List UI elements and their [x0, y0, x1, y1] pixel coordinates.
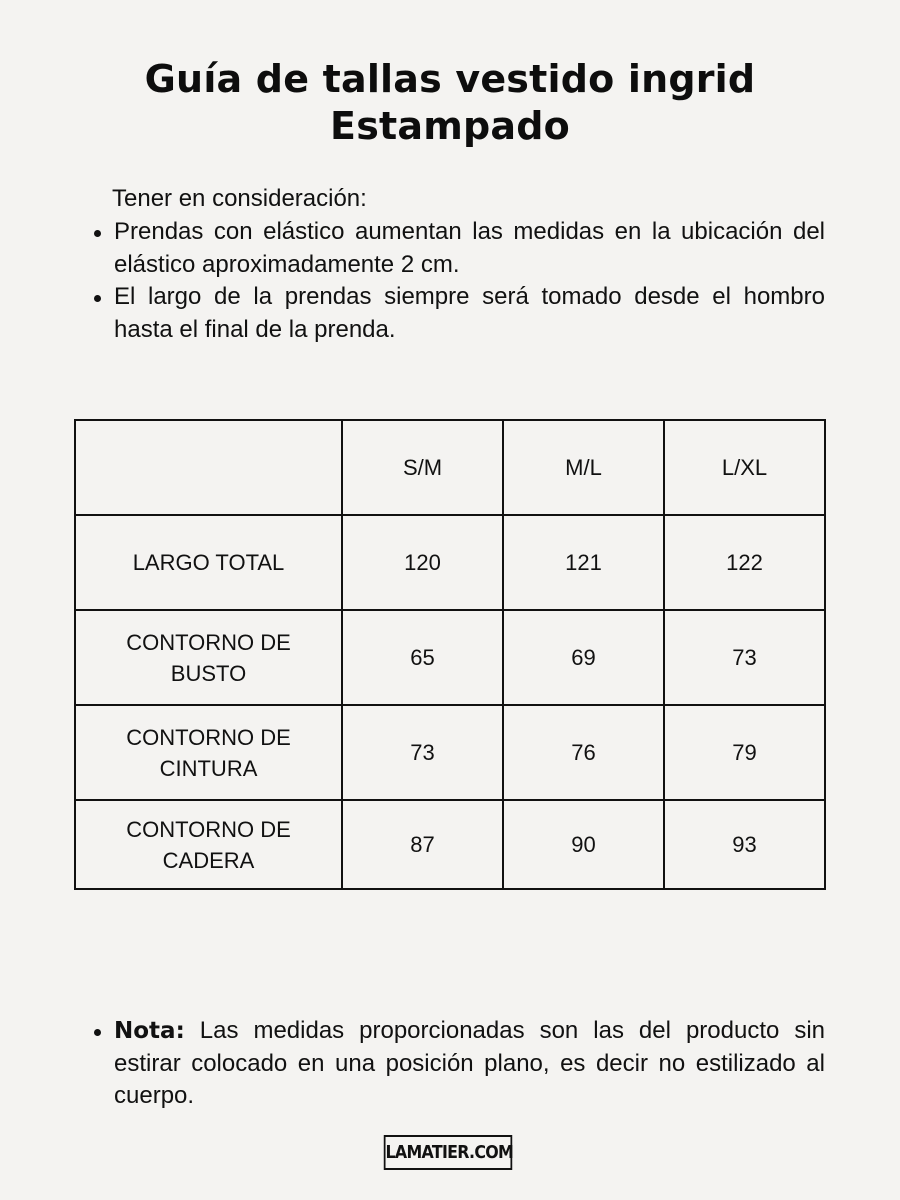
row-label-cell [75, 515, 342, 610]
header-cell-size: S/M [342, 420, 503, 515]
table-row [75, 705, 825, 800]
value-cell: 65 [342, 610, 503, 705]
header-cell-size: L/XL [664, 420, 825, 515]
table-row [75, 515, 825, 610]
row-label-cell [75, 610, 342, 705]
bullet-icon [94, 230, 101, 237]
value-cell: 121 [503, 515, 664, 610]
value-cell: 76 [503, 705, 664, 800]
page-title-line-1: Guía de tallas vestido ingrid [144, 57, 756, 101]
value-cell: 73 [664, 610, 825, 705]
note-text: Las medidas proporcionadas son las del producto sin estirar colocado en una posición plano, es decir no estilizado al cuerpo. [114, 1017, 826, 1109]
value-cell: 79 [664, 705, 825, 800]
row-label: CONTORNO DE BUSTO [126, 629, 291, 686]
consideration-text: Prendas con elástico aumentan las medidas en la ubicación del elástico aproximadamente 2 cm. [114, 218, 825, 278]
row-label: CONTORNO DE CADERA [126, 816, 291, 873]
value-cell: 122 [664, 515, 825, 610]
value-cell: 69 [503, 610, 664, 705]
row-label-cell [75, 705, 342, 800]
size-table [74, 419, 826, 890]
list-item [88, 281, 825, 346]
value-cell: 90 [503, 800, 664, 889]
table-row [75, 800, 825, 889]
bullet-icon [94, 295, 101, 302]
list-item [88, 1015, 825, 1113]
row-label: CONTORNO DE CINTURA [126, 724, 291, 781]
considerations-heading: Tener en consideración: [112, 185, 367, 212]
page-title-line-2: Estampado [330, 104, 570, 148]
row-label: LARGO TOTAL [132, 550, 285, 575]
bullet-icon [94, 1029, 101, 1036]
list-item [88, 216, 825, 281]
note-label: Nota: [114, 1018, 185, 1044]
considerations-list [88, 216, 825, 346]
header-cell-size: M/L [503, 420, 664, 515]
value-cell: 73 [342, 705, 503, 800]
brand-badge: LAMATIER.COM [384, 1135, 512, 1170]
header-cell-empty [75, 420, 342, 515]
table-header-row [75, 420, 825, 515]
page-title [0, 56, 900, 150]
consideration-text: El largo de la prendas siempre será tomado desde el hombro hasta el final de la prenda. [114, 283, 825, 343]
table-row [75, 610, 825, 705]
value-cell: 120 [342, 515, 503, 610]
value-cell: 93 [664, 800, 825, 889]
value-cell: 87 [342, 800, 503, 889]
row-label-cell [75, 800, 342, 889]
note-list [88, 1015, 825, 1113]
